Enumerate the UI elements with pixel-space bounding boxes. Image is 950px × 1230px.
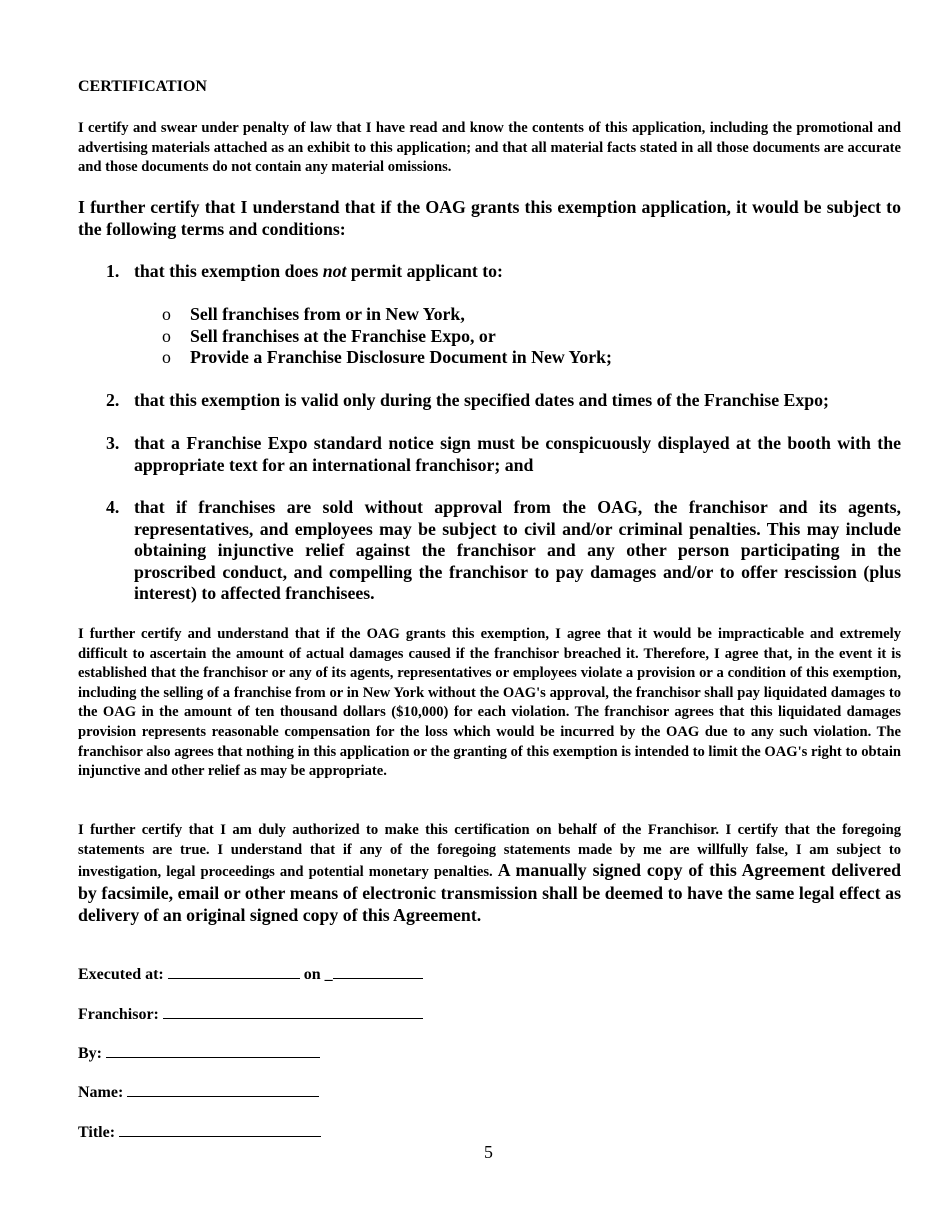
item-number: 3. xyxy=(106,433,120,453)
hollow-bullet-icon: o xyxy=(162,325,171,346)
name-row xyxy=(78,1082,319,1102)
condition-item-3 xyxy=(106,433,901,476)
condition-item-4 xyxy=(106,497,901,605)
condition-item-1 xyxy=(106,261,901,283)
executed-at-row xyxy=(78,964,423,984)
condition-item-2 xyxy=(106,390,901,412)
name-field[interactable] xyxy=(127,1082,319,1097)
executed-at-field[interactable] xyxy=(168,964,300,979)
franchisor-row xyxy=(78,1004,423,1024)
title-label: Title: xyxy=(78,1124,116,1141)
franchisor-label: Franchisor: xyxy=(78,1006,159,1023)
executed-at-label: Executed at: xyxy=(78,966,164,983)
certification-paragraph: I certify and swear under penalty of law that I have read and know the contents of this application, including the promotional and advertising materials attached as an exhibit to this application; and that all material facts stated in all those documents are accurate and those documents do not contain any material omissions. xyxy=(78,120,901,176)
by-label: By: xyxy=(78,1045,102,1062)
item-text: that this exemption does not permit applicant to: xyxy=(134,261,503,281)
section-heading: CERTIFICATION xyxy=(78,78,207,95)
liquidated-damages-paragraph: I further certify and understand that if the OAG grants this exemption, I agree that it would be impracticable and extremely difficult to ascertain the amount of actual damages caused if the franchisor breached it. Therefore, I agree that, in the event it is established that the franchisor or any of its agents, representatives or employees violate a provision or a condition of this exemption, including the selling of a franchise from or in New York without the OAG's approval, the franchisor shall pay liquidated damages to the OAG in the amount of ten thousand dollars ($10,000) for each violation. The franchisor agrees that this liquidated damages provision represents reasonable compensation for the loss which would be incurred by the OAG due to any such violation. The franchisor also agrees that nothing in this application or the granting of this exemption is intended to limit the OAG's right to obtain injunctive and other relief as may be appropriate. xyxy=(78,626,901,780)
on-label: on _ xyxy=(303,966,333,983)
name-label: Name: xyxy=(78,1084,124,1101)
item-text: that this exemption is valid only during the specified dates and times of the Franchise Expo; xyxy=(134,390,829,410)
item-text: that if franchises are sold without approval from the OAG, the franchisor and its agents, representatives, and employees may be subject to civil and/or criminal penalties. This may include obtaining injunctive relief against the franchisor and any other person participating in the proscribed conduct, and compelling the franchisor to pay damages and/or to offer rescission (plus interest) to affected franchisees. xyxy=(134,497,901,603)
hollow-bullet-icon: o xyxy=(162,347,171,367)
franchisor-field[interactable] xyxy=(163,1004,423,1019)
terms-intro-paragraph: I further certify that I understand that if the OAG grants this exemption application, it would be subject to the following terms and conditions: xyxy=(78,197,901,239)
list-item: o Sell franchises from or in New York, xyxy=(162,304,465,324)
list-item: o Provide a Franchise Disclosure Document in New York; xyxy=(162,347,612,367)
title-row xyxy=(78,1122,321,1142)
prohibited-actions-list xyxy=(162,304,612,369)
item-text: that a Franchise Expo standard notice sign must be conspicuously displayed at the booth with the appropriate text for an international franchisor; and xyxy=(134,433,901,475)
page-number: 5 xyxy=(484,1142,493,1162)
title-field[interactable] xyxy=(119,1122,321,1137)
by-signature-field[interactable] xyxy=(106,1043,320,1058)
by-row xyxy=(78,1043,320,1063)
date-field[interactable] xyxy=(333,964,423,979)
item-number: 1. xyxy=(106,261,120,281)
hollow-bullet-icon: o xyxy=(162,304,171,324)
authorization-paragraph: I further certify that I am duly authorized to make this certification on behalf of the Franchisor. I certify that the foregoing statements are true. I understand that if any of the foregoing statements made by me are willfully false, I am subject to investigation, legal proceedings and potential monetary penalties. A manually signed copy of this Agreement delivered by facsimile, email or other means of electronic transmission shall be deemed to have the same legal effect as delivery of an original signed copy of this Agreement. xyxy=(78,822,901,926)
item-number: 4. xyxy=(106,497,120,517)
emphasis-not: not xyxy=(322,261,347,281)
list-item: o Sell franchises at the Franchise Expo, or xyxy=(162,325,496,346)
item-number: 2. xyxy=(106,390,120,410)
